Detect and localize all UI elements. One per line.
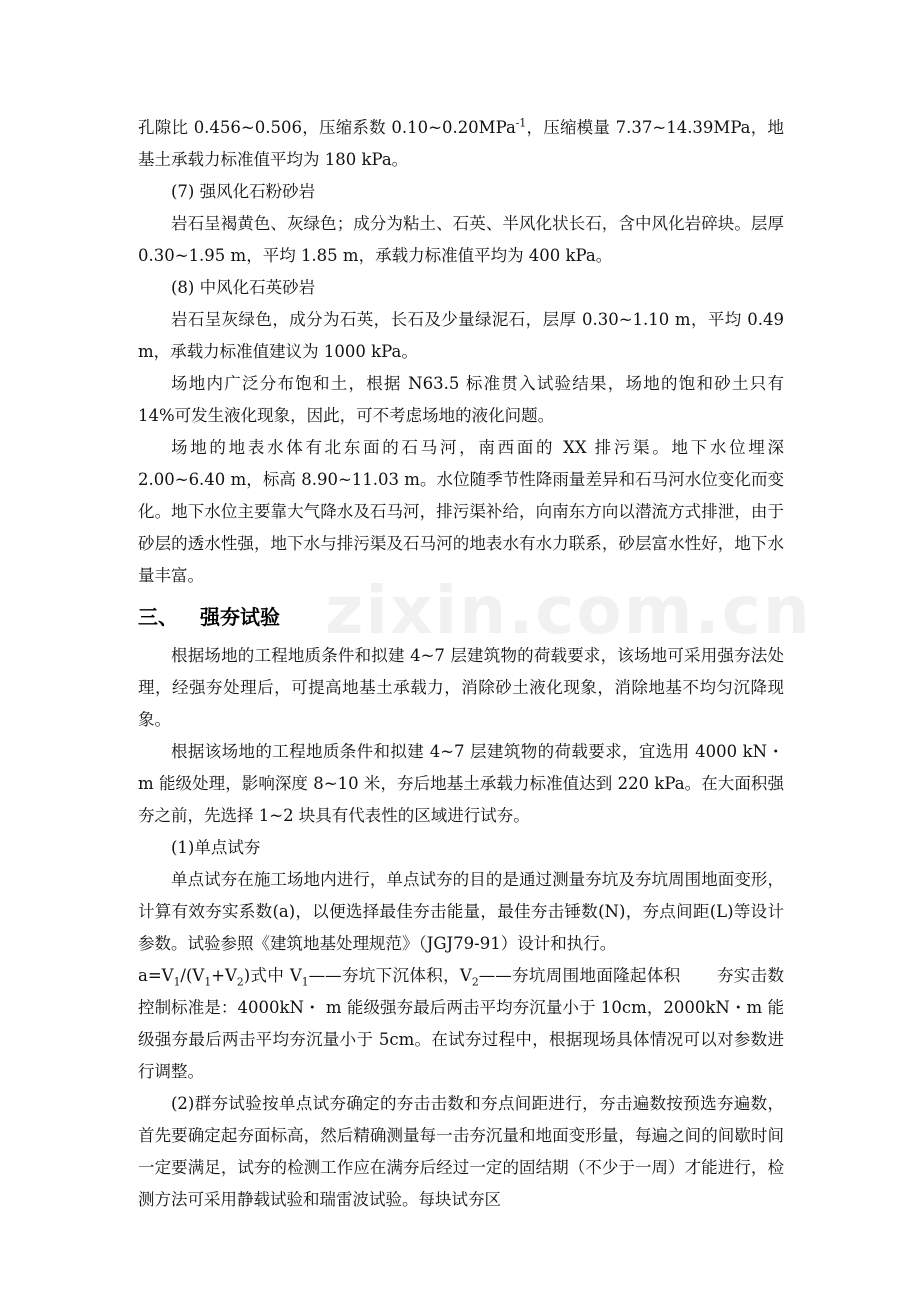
paragraph-s3-intro: 根据场地的工程地质条件和拟建 4~7 层建筑物的荷载要求，该场地可采用强夯法处理，经强夯处理后，可提高地基土承载力，消除砂土液化现象，消除地基不均匀沉降现象。 (138, 646, 784, 729)
document-page (138, 112, 784, 1216)
formula-sub-4: 1 (301, 975, 309, 989)
watermark: zixin.com.cn (325, 572, 812, 649)
top-paragraph (138, 112, 784, 176)
single-test-title: (1)单点试夯 (171, 838, 261, 857)
paragraph-s3-energy: 根据该场地的工程地质条件和拟建 4~7 层建筑物的荷载要求，宜选用 4000 kN・m 能级处理，影响深度 8~10 米，夯后地基土承载力标准值达到 220 kPa。在大面积强夯之前，先选择 1~2 块具有代表性的区域进行试夯。 (138, 742, 784, 825)
item8-title: (8) 中风化石英砂岩 (171, 278, 316, 297)
top-paragraph-b: ，压缩模量 7.37~14.39MPa，地基土承载力标准值平均为 180 kPa。 (138, 118, 784, 169)
formula-sub-5: 2 (471, 975, 479, 989)
formula-a: a=V (138, 966, 174, 985)
paragraph-groundwater: 场地的地表水体有北东面的石马河，南西面的 XX 排污渠。地下水位埋深 2.00~6.40 m，标高 8.90~11.03 m。水位随季节性降雨量差异和石马河水位变化而变化。地下水位主要靠大气降水及石马河，排污渠补给，向南东方向以潜流方式排泄，由于砂层的透水性强，地下水与排污渠及石马河的地表水有水力联系，砂层富水性好，地下水量丰富。 (138, 438, 784, 585)
formula-d: )式中 V (243, 966, 302, 985)
formula-g: 夯实击数控制标准是：4000kN・ m 能级强夯最后两击平均夯沉量小于 10cm，2000kN・m 能级强夯最后两击平均夯沉量小于 5cm。在试夯过程中，根据现场具体情况可以对参数进行调整。 (138, 966, 785, 1081)
formula-f: ——夯坑周围地面隆起体积 (478, 966, 681, 985)
formula-c: +V (211, 966, 237, 985)
item7-body: 岩石呈褐黄色、灰绿色；成分为粘土、石英、半风化状长石，含中风化岩碎块。层厚 0.30~1.95 m，平均 1.85 m，承载力标准值平均为 400 kPa。 (138, 214, 784, 265)
formula-b: /(V (180, 966, 205, 985)
formula-paragraph (138, 960, 784, 1088)
paragraph-liquefaction: 场地内广泛分布饱和土，根据 N63.5 标准贯入试验结果，场地的饱和砂土只有 14%可发生液化现象，因此，可不考虑场地的液化问题。 (138, 374, 784, 425)
single-test-body: 单点试夯在施工场地内进行，单点试夯的目的是通过测量夯坑及夯坑周围地面变形，计算有效夯实系数(a)，以便选择最佳夯击能量，最佳夯击锤数(N)，夯点间距(L)等设计参数。试验参照《建筑地基处理规范》（JGJ79-91）设计和执行。 (138, 870, 784, 953)
formula-sub-2: 1 (204, 975, 212, 989)
top-paragraph-a: 孔隙比 0.456~0.506，压缩系数 0.10~0.20MPa (138, 118, 516, 137)
item8-body: 岩石呈灰绿色，成分为石英，长石及少量绿泥石，层厚 0.30~1.10 m，平均 0.49 m，承载力标准值建议为 1000 kPa。 (138, 310, 784, 361)
section-number: 三、 (138, 605, 178, 629)
formula-sub-1: 1 (173, 975, 181, 989)
section-heading (138, 600, 784, 634)
section-title: 强夯试验 (200, 605, 280, 629)
formula-sub-3: 2 (236, 975, 244, 989)
top-paragraph-sup: -1 (515, 116, 527, 130)
formula-e: ——夯坑下沉体积，V (308, 966, 472, 985)
item7-title: (7) 强风化石粉砂岩 (171, 182, 316, 201)
group-test-body: (2)群夯试验按单点试夯确定的夯击击数和夯点间距进行，夯击遍数按预选夯遍数，首先要确定起夯面标高，然后精确测量每一击夯沉量和地面变形量，每遍之间的间歇时间一定要满足，试夯的检测工作应在满夯后经过一定的固结期（不少于一周）才能进行，检测方法可采用静载试验和瑞雷波试验。每块试夯区 (138, 1094, 784, 1209)
